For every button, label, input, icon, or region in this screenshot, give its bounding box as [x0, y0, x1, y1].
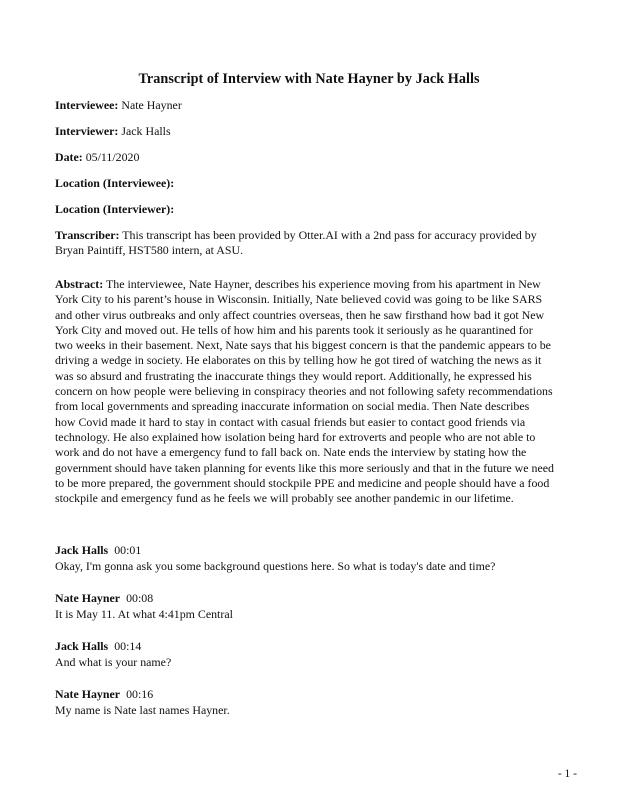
- document-title: Transcript of Interview with Nate Hayner by Jack Halls: [138, 71, 480, 87]
- meta-label: Location (Interviewer):: [55, 202, 175, 216]
- speaker-name: Jack Halls: [55, 543, 109, 557]
- transcriber-text: This transcript has been provided by Otter.AI with a 2nd pass for accuracy provided by: [122, 228, 537, 242]
- utterance-text: It is May 11. At what 4:41pm Central: [55, 607, 233, 622]
- transcriber-paragraph: [55, 228, 575, 259]
- abstract-paragraph: [55, 277, 575, 506]
- transcript-turn: [55, 638, 171, 671]
- paragraph-line: [55, 277, 575, 292]
- timestamp: 00:16: [126, 687, 154, 701]
- meta-value: Nate Hayner: [121, 98, 182, 112]
- paragraph-line: concern on how people were believing in conspiracy theories and not following safety recommendations: [55, 384, 553, 399]
- meta-interviewee: [55, 98, 182, 113]
- paragraph-line: York City and moved out. He tells of how him and his parents took it seriously as he quarantined for: [55, 322, 533, 337]
- abstract-label: Abstract:: [55, 277, 104, 291]
- timestamp: 00:14: [114, 639, 142, 653]
- paragraph-line: to be more prepared, the government should stockpile PPE and medicine and people should have a food: [55, 475, 550, 490]
- transcript-turn: [55, 590, 233, 623]
- paragraph-line: Bryan Paintiff, HST580 intern, at ASU.: [55, 243, 244, 258]
- paragraph-line: work and do not have a emergency fund to fall back on. Nate ends the interview by stating how the: [55, 445, 527, 460]
- meta-interviewer: [55, 124, 171, 139]
- paragraph-line: two weeks in their basement. Next, Nate says that his biggest concern is that the pandemic appears to be: [55, 338, 551, 353]
- speaker-name: Nate Hayner: [55, 687, 121, 701]
- meta-location-interviewer: [55, 202, 174, 217]
- paragraph-line: York City to his parent’s house in Wisconsin. Initially, Nate believed covid was going to be like SARS: [55, 292, 543, 307]
- paragraph-line: from local governments and spreading inaccurate information on social media. Then Nate describes: [55, 399, 530, 414]
- speaker-name: Nate Hayner: [55, 591, 121, 605]
- speaker-name: Jack Halls: [55, 639, 109, 653]
- page-number: - 1 -: [557, 768, 577, 780]
- meta-label: Interviewee:: [55, 98, 119, 112]
- abstract-text: The interviewee, Nate Hayner, describes his experience moving from his apartment in New: [105, 277, 541, 291]
- meta-value: 05/11/2020: [85, 150, 140, 164]
- paragraph-line: technology. He also explained how isolation being hard for extroverts and people who are not able to: [55, 429, 536, 444]
- paragraph-line: and other virus outbreaks and only affect countries overseas, then he saw firsthand how bad it got New: [55, 307, 545, 322]
- utterance-text: Okay, I'm gonna ask you some background questions here. So what is today's date and time?: [55, 559, 496, 574]
- timestamp: 00:08: [126, 591, 154, 605]
- meta-label: Location (Interviewee):: [55, 176, 175, 190]
- paragraph-line: driving a wedge in society. He elaborates on this by telling how he got tired of watching the news as it: [55, 353, 542, 368]
- paragraph-line: stockpile and emergency fund as he feels we will probably see another pandemic in our lifetime.: [55, 491, 514, 506]
- utterance-text: And what is your name?: [55, 655, 172, 670]
- paragraph-line: was so absurd and frustrating the inaccurate things they would report. Additionally, he expressed his: [55, 368, 532, 383]
- transcriber-label: Transcriber:: [55, 228, 120, 242]
- meta-location-interviewee: [55, 176, 174, 191]
- meta-label: Interviewer:: [55, 124, 119, 138]
- transcript-turn: [55, 542, 495, 575]
- meta-date: [55, 150, 139, 165]
- paragraph-line: how Covid made it hard to stay in contact with casual friends but easier to contact good friends via: [55, 414, 526, 429]
- transcript-turn: [55, 686, 230, 719]
- meta-label: Date:: [55, 150, 83, 164]
- paragraph-line: government should have taken planning for events like this more seriously and that in the future we need: [55, 460, 554, 475]
- utterance-text: My name is Nate last names Hayner.: [55, 703, 230, 718]
- paragraph-line: [55, 228, 575, 243]
- meta-value: Jack Halls: [121, 124, 171, 138]
- timestamp: 00:01: [114, 543, 142, 557]
